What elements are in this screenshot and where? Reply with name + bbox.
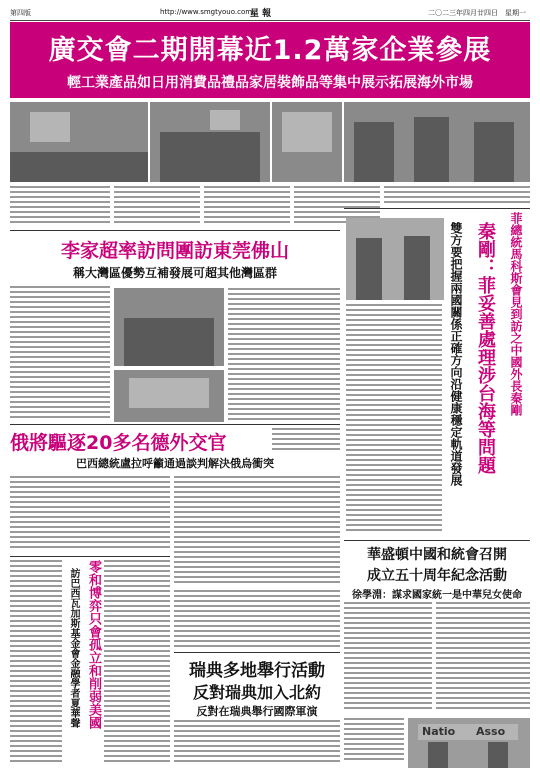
dc-subheadline: 徐學淵：謀求國家統一是中華兒女使命 (352, 590, 522, 601)
lead-headline: 廣交會二期開幕近1.2萬家企業參展 (48, 35, 492, 66)
page-label: 第四版 (10, 9, 31, 17)
lead-photo-3 (272, 102, 342, 182)
divider (344, 540, 530, 541)
gba-headline: 李家超率訪問團訪東莞佛山 (60, 240, 289, 262)
sweden-subheadline-2: 反對在瑞典舉行國際軍演 (196, 705, 318, 718)
russia-body-col-3 (174, 590, 340, 650)
gba-photo-1 (114, 288, 224, 366)
divider (10, 556, 170, 557)
philippines-body (346, 304, 442, 536)
dc-body-col-1 (344, 602, 432, 714)
russia-body-col-2 (174, 476, 340, 586)
zero-sum-body-col-2 (104, 560, 170, 766)
divider (174, 652, 340, 653)
zero-sum-subheadline: 訪巴西瓦加斯基金會金融學者夏華聲 (68, 568, 79, 728)
russia-sidebar-text (272, 428, 340, 454)
sweden-headline: 瑞典多地舉行活動 (189, 661, 325, 681)
paper-name: 星 報 (250, 9, 272, 19)
lead-banner (10, 22, 530, 98)
site-url: http://www.smgtyouo.com (160, 8, 253, 16)
issue-date: 二〇二三年四月廿四日 星期一 (428, 9, 526, 17)
page-header (10, 6, 530, 21)
gba-body-col-1 (10, 286, 110, 421)
gba-photo-2 (114, 370, 224, 422)
dc-photo (408, 718, 530, 768)
photo-banner-text: Natio (422, 725, 456, 738)
zero-sum-body-col-1 (10, 560, 62, 766)
philippines-headline-1: 菲總統馬科斯會見到訪之中國外長秦剛 (509, 212, 523, 416)
philippines-headline-3: 雙方要把握兩國關係正確方向沿健康穩定軌道發展 (449, 222, 463, 486)
sweden-body (174, 720, 340, 766)
dc-body-col-3 (344, 718, 404, 766)
lead-body-col-5 (384, 186, 530, 204)
zero-sum-headline: 零和博弈只會孤立和削弱美國 (86, 560, 101, 729)
divider (10, 424, 340, 425)
lead-photo-4 (344, 102, 530, 182)
dc-headline: 華盛頓中國和統會召開 (367, 547, 507, 563)
divider (10, 230, 340, 231)
lead-photo-1 (10, 102, 148, 182)
lead-subheadline: 輕工業產品如日用消費品禮品家居裝飾品等集中展示拓展海外市場 (67, 75, 473, 91)
dc-body-col-2 (436, 602, 530, 714)
lead-body-col-1 (10, 186, 110, 226)
lead-body-col-3 (204, 186, 290, 226)
philippines-photo (346, 218, 444, 300)
russia-subheadline: 巴西總統盧拉呼籲通過談判解決俄烏衝突 (76, 457, 274, 470)
lead-body-col-2 (114, 186, 200, 226)
lead-photo-2 (150, 102, 270, 182)
russia-body-col-1 (10, 476, 170, 552)
sweden-subheadline: 反對瑞典加入北約 (192, 683, 321, 702)
gba-subheadline: 稱大灣區優勢互補發展可超其他灣區群 (72, 266, 277, 280)
dc-headline-2: 成立五十周年紀念活動 (367, 568, 507, 584)
philippines-headline-2: 秦剛：菲妥善處理涉台海等問題 (475, 222, 496, 474)
russia-headline: 俄將驅逐20多名德外交官 (10, 432, 227, 454)
photo-banner-text-2: Asso (476, 725, 506, 738)
gba-body-col-2 (228, 288, 340, 422)
divider (344, 208, 530, 209)
